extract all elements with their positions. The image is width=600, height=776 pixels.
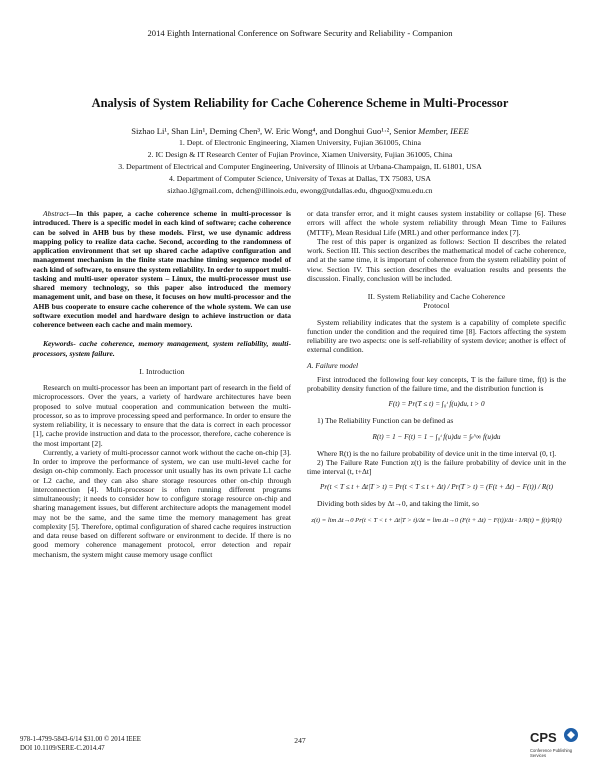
abstract-label: Abstract (43, 209, 69, 218)
cps-logo (530, 726, 580, 758)
equation-distribution-function: F(t) = Pr(T ≤ t) = ∫₀ᵗ f(u)du, t > 0 (388, 400, 485, 409)
keywords: Keywords- cache coherence, memory management, system reliability, multi-processors, system failure. (33, 339, 291, 358)
section-heading-reliability-line2: Protocol (423, 301, 450, 311)
equation-conditional-probability: Pr(t < T ≤ t + Δt|T > t) = Pr(t < T ≤ t + Δt) / Pr(T > t) = (F(t + Δt) − F(t)) / R(t) (319, 483, 553, 492)
list-item-reliability-function: 1) The Reliability Function can be defined as (317, 416, 454, 426)
copyright-line: 978-1-4799-5843-6/14 $31.00 © 2014 IEEE (20, 736, 141, 743)
author-emails: sizhao.l@gmail.com, dchen@illinois.edu, ewong@utdallas.edu, dhguo@xmu.edu.cn (167, 186, 433, 195)
affiliation-4: 4. Department of Computer Science, University of Texas at Dallas, TX 75083, USA (168, 174, 432, 183)
logo-text: CPS (530, 730, 557, 745)
paragraph-organization: The rest of this paper is organized as follows: Section II describes the related work. Section III. This section describes the mathematical model of cache coherence, and at the same time, it is important of coherence from the system reliability point of view. Section IV. This section describes the evaluation results and presents the discussion. Finally, conclusion will be included. (307, 236, 566, 283)
paragraph-where: Where R(t) is the no failure probability of device unit in the time interval (0, t]. (317, 448, 557, 458)
intro-paragraph-1: Research on multi-processor has been an important part of research in the field of microprocessors. Over the years, a variety of hardware architectures have been proposed to solve mutual cooperation and communication between the multi-processor, so as to improve processing speed and performance. In order to ensure the system reliability, it is necessary to ensure that the data is correct in each processor [1], cache provide instruction and data to the processor, therefore, cache coherence is the most important [2]. (33, 383, 291, 448)
paragraph-dividing: Dividing both sides by Δt→0, and taking the limit, so (317, 499, 479, 509)
author-list (0, 126, 600, 137)
section-heading-introduction: I. Introduction (139, 366, 185, 376)
list-item-failure-rate: 2) The Failure Rate Function z(t) is the failure probability of device unit in the time interval (t, t+Δt] (307, 457, 566, 476)
abstract-text: —In this paper, a cache coherence scheme in multi-processor is introduced. There is a specific model in each kind of software; cache coherence can be solved in AHB bus by these models. First, we use dynamic address mapping policy to realize data cache. Second, according to the randomness of application environment that set up shared cache adaptive configuration and management mechanism in the finite state machine timing sequence model of each kind of software, to ensure the system reliability. In order to support multi-tasking and multi-user operator system – Linux, the multi-processor must use shared memory technology, so this paper also introduced the memory management unit, and base on these, it focuses on how multi-processor and the AHB bus cooperate to ensure cache coherence of the whole system. We can use software execution model and hardware design to achieve instruction or data coherence between each cache and main memory. (33, 209, 291, 329)
section-heading-reliability: II. System Reliability and Cache Coherence (367, 292, 506, 301)
right-column (307, 209, 566, 532)
authors-member: Member, IEEE (418, 126, 469, 136)
equation-failure-rate: z(t) = lim Δt→0 Pr(t < T < t + Δt|T > t)/Δt = lim Δt→0 (F(t + Δt) − F(t))/Δt · 1/R(t) = f(t)/R(t) (311, 516, 562, 524)
conference-header: 2014 Eighth International Conference on Software Security and Reliability - Companion (147, 28, 453, 38)
affiliation-1: 1. Dept. of Electronic Engineering, Xiamen University, Fujian 361005, China (178, 138, 421, 147)
doi-line: DOI 10.1109/SERE-C.2014.47 (20, 745, 105, 752)
affiliation-2: 2. IC Design & IT Research Center of Fujian Province, Xiamen University, Fujian 361005, China (147, 150, 453, 159)
affiliation-3: 3. Department of Electrical and Computer Engineering, University of Illinois at Urbana-Champaign, IL 61801, USA (118, 162, 482, 171)
subsection-failure-model: A. Failure model (307, 360, 359, 370)
paragraph-continued: or data transfer error, and it might causes system instability or collapse [6]. These errors will affect the whole system reliability through Mean Time to Failures (MTTF), Mean Residual Life (MRL) and other performance index [7]. (307, 209, 566, 237)
paragraph-system-reliability: System reliability indicates that the system is a capability of complete specific function under the condition and the required time [8]. Factors affecting the system reliability are two aspects: one is self-reliability of system device; another is effect of external condition. (307, 317, 566, 355)
left-column (33, 209, 291, 559)
logo-subtext: Conference Publishing Services (530, 748, 573, 758)
page-number: 247 (294, 736, 306, 745)
paper-title: Analysis of System Reliability for Cache Coherence Scheme in Multi-Processor (91, 96, 509, 110)
authors-names: Sizhao Li¹, Shan Lin¹, Deming Chen³, W. Eric Wong⁴, and Donghui Guo¹·², Senior (131, 126, 419, 136)
equation-reliability-function: R(t) = 1 − F(t) = 1 − ∫₀ᵗ f(u)du = ∫ₜ^∞ f(u)du (372, 432, 501, 441)
intro-paragraph-2: Currently, a variety of multi-processor cannot work without the cache on-chip [3]. In order to improve the performance of system, we can use multi-level cache for design on-chip commonly. Each processor unit usually has its own private L1 cache or L2 cache, and they can also share storage resources other on-chip through interconnection [4]. Multi-processor is often running different programs simultaneously; it needs to consider how to configure storage resource on-chip and sharing management issues, but different architecture adopts the management model may not be the same, and the same time the memory management has great complexity [5]. Therefore, optimal configuration of shared cache requires instruction and data reuse based on different software or environment to decide. If there is no good memory coherence management protocol, error detection and repair mechanism, the system might cause memory usage conflict (33, 447, 291, 559)
paragraph-failure-model: First introduced the following four key concepts, T is the failure time, f(t) is the probability density function of the failure time, and the distribution function is (307, 374, 566, 393)
abstract (33, 209, 291, 329)
